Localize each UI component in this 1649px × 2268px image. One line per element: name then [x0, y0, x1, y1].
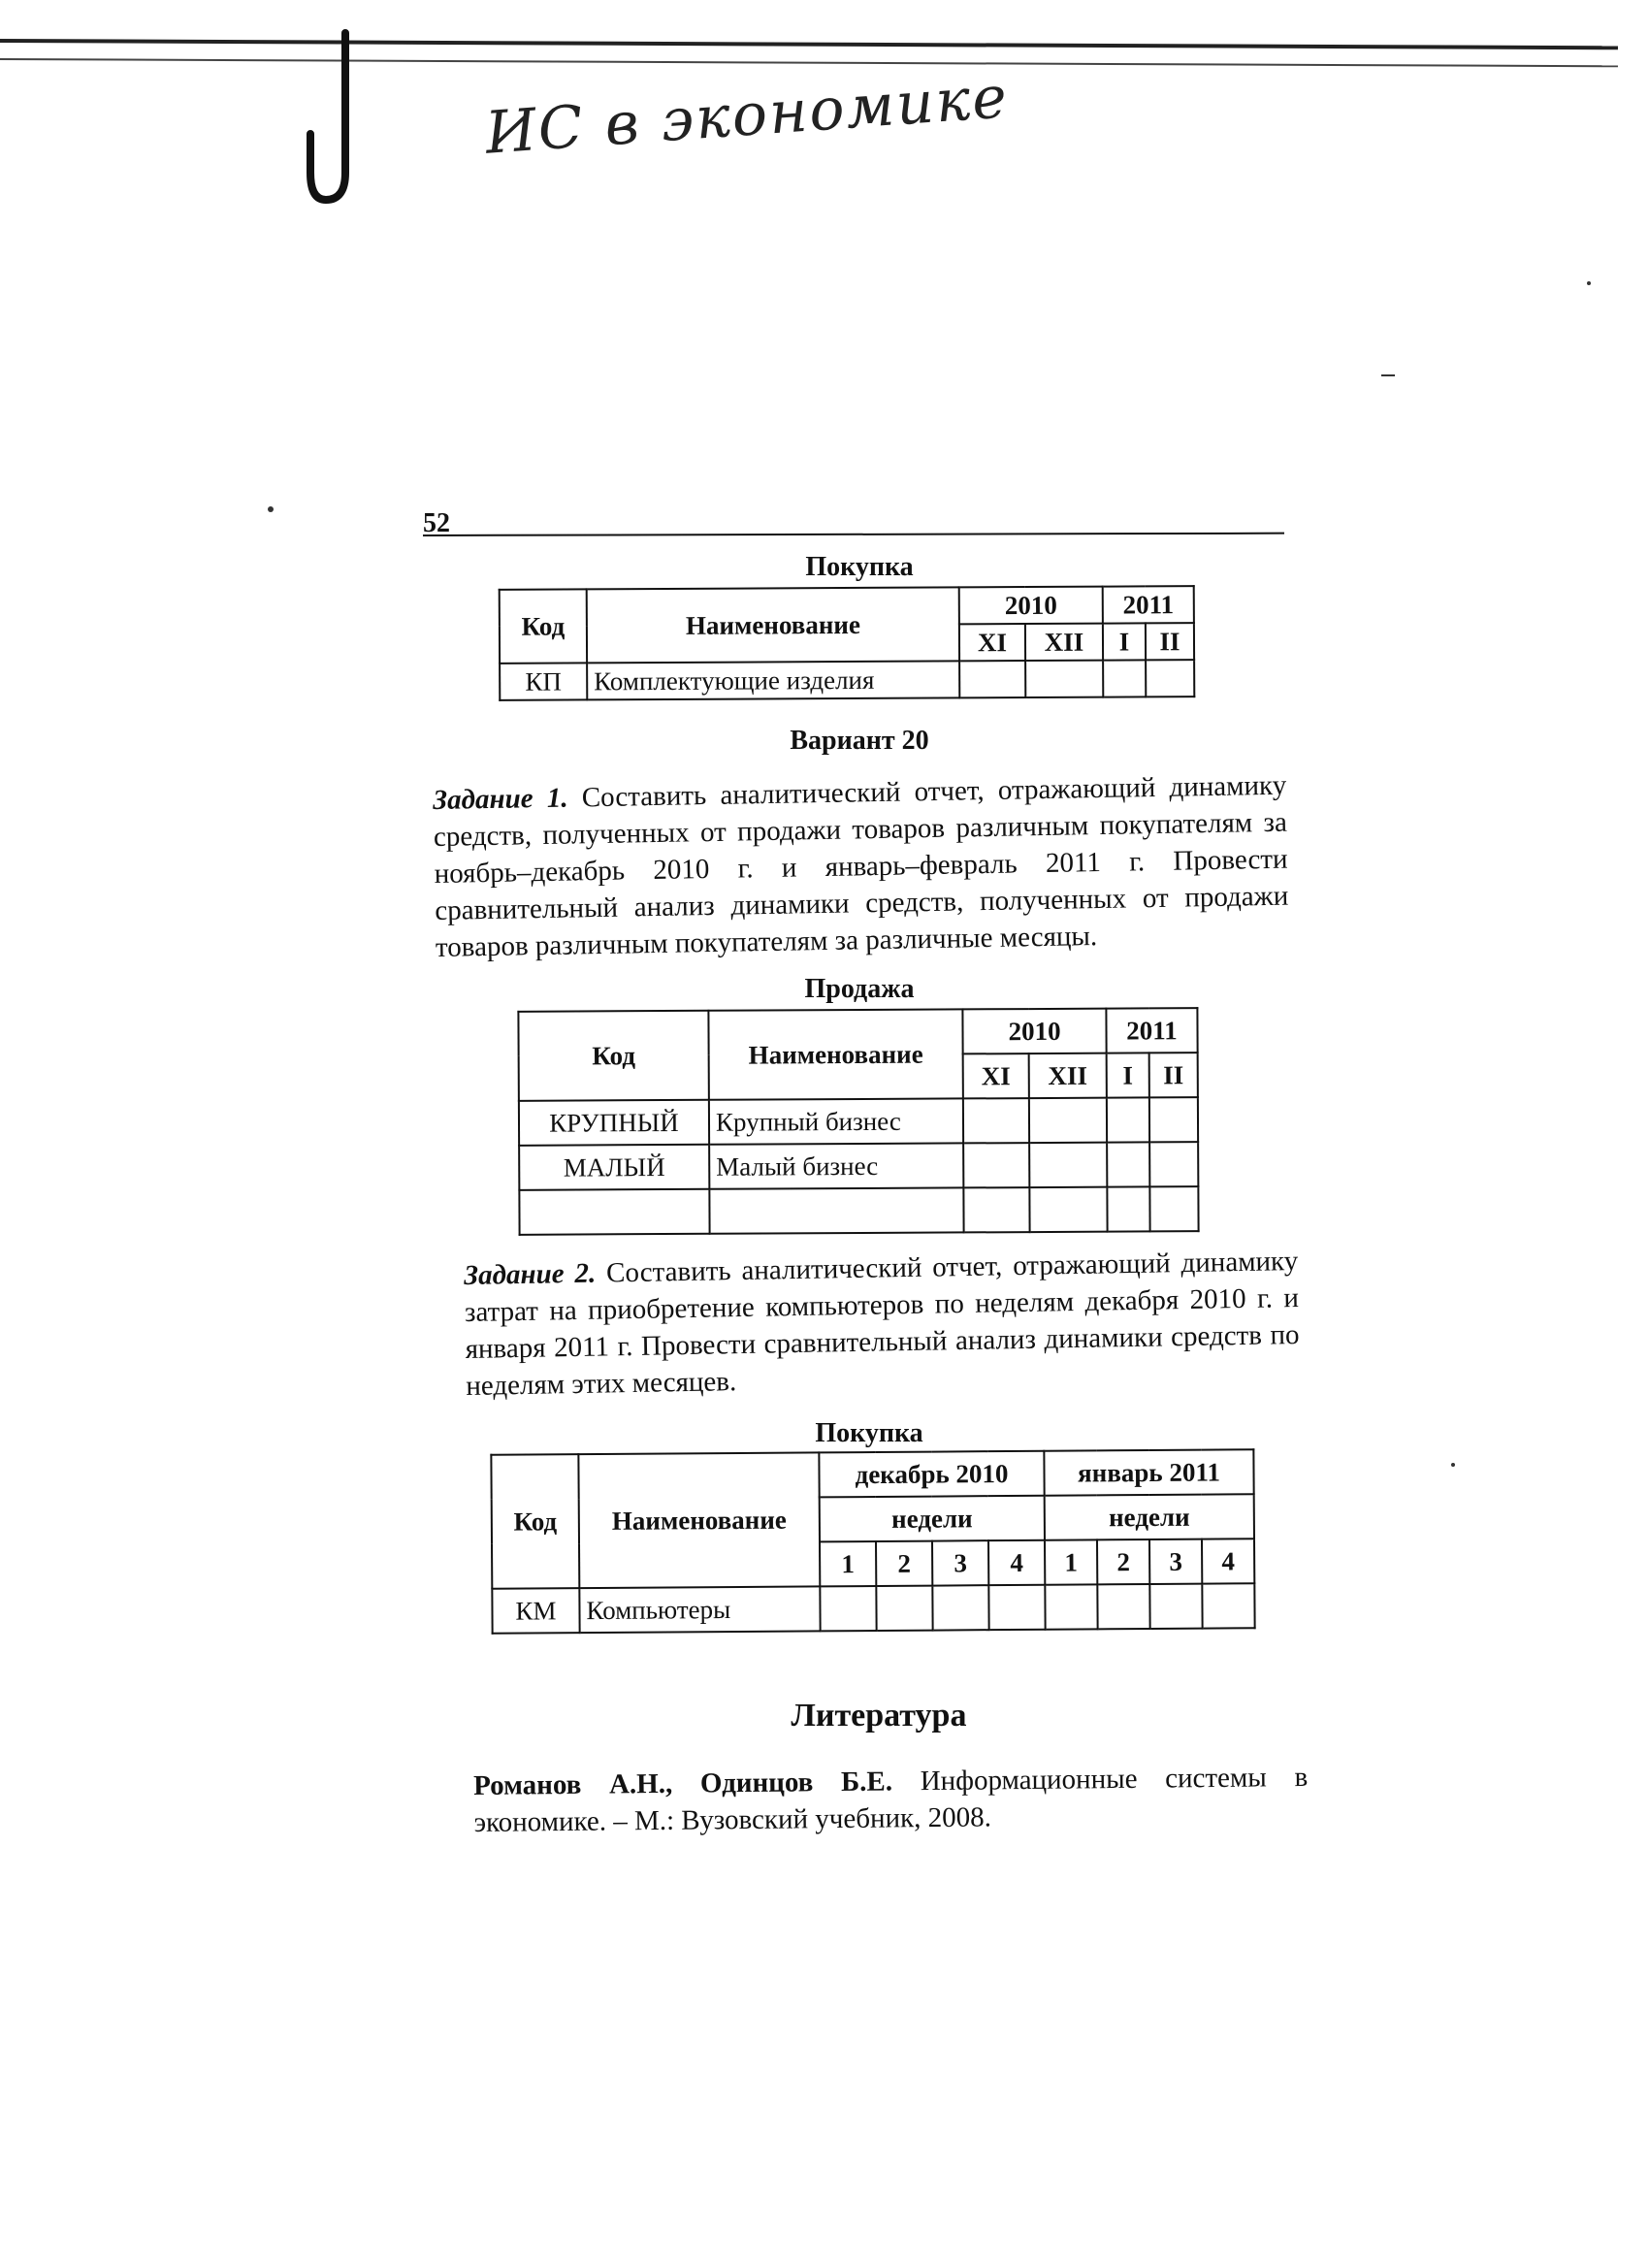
table3-caption: Покупка: [815, 1418, 923, 1448]
table-row: [519, 1142, 1198, 1190]
value-cell: [988, 1585, 1045, 1630]
year-header: 2011: [1103, 586, 1194, 623]
week-header: 1: [1045, 1539, 1097, 1584]
week-header: 4: [988, 1540, 1045, 1585]
month-header: I: [1103, 623, 1146, 660]
scan-speck: [1451, 1463, 1455, 1467]
week-header: 2: [1097, 1539, 1149, 1584]
table-row: [519, 1186, 1198, 1235]
col-code-header: Код: [500, 589, 587, 663]
value-cell: [932, 1585, 988, 1630]
row-code: КП: [500, 663, 587, 699]
value-cell: [1107, 1142, 1149, 1186]
computer-purchase-table: [490, 1448, 1255, 1634]
table1-caption: Покупка: [805, 552, 914, 582]
month-header: XI: [959, 624, 1025, 661]
task1-lead: Задание 1.: [433, 782, 568, 816]
task2-lead: Задание 2.: [464, 1257, 597, 1291]
value-cell: [1029, 1187, 1107, 1232]
scan-speck: [1381, 374, 1395, 376]
task1-text: Составить аналитический отчет, отражающий динамику средств, полученных от продажи товаров различным покупателям за ноябрь–декабрь 2010 г. и январь–февраль 2011 г. Провести сравнительный анализ динамики средств, полученных от продажи товаров различным покупателям за различные месяцы.: [433, 769, 1289, 963]
purchase-table: [499, 585, 1196, 701]
year-header: 2010: [959, 587, 1103, 625]
table-row: [492, 1583, 1254, 1633]
year-header: 2010: [962, 1009, 1106, 1054]
col-name-header: Наименование: [578, 1452, 820, 1588]
month-header: декабрь 2010: [819, 1451, 1044, 1498]
week-header: 4: [1202, 1539, 1254, 1583]
value-cell: [1149, 1097, 1198, 1142]
row-name: Комплектующие изделия: [587, 661, 959, 699]
value-cell: [1029, 1143, 1107, 1187]
week-header: 3: [932, 1540, 988, 1585]
year-header: 2011: [1106, 1008, 1197, 1053]
week-header: 3: [1149, 1539, 1202, 1584]
scan-speck: [268, 506, 274, 512]
month-header: I: [1107, 1053, 1149, 1097]
value-cell: [963, 1143, 1029, 1187]
value-cell: [1149, 1186, 1198, 1231]
reference-text: Информационные системы в экономике. – М.: Вузовский учебник, 2008.: [473, 1761, 1309, 1838]
week-header: 2: [876, 1541, 932, 1586]
week-header: 1: [820, 1541, 876, 1586]
col-code-header: Код: [518, 1011, 708, 1101]
sales-table: [517, 1007, 1199, 1236]
value-cell: [820, 1586, 876, 1631]
handwritten-note: ИС в экономике: [483, 63, 1012, 168]
row-code: [519, 1189, 709, 1235]
row-name: Компьютеры: [579, 1586, 820, 1633]
reference-authors: Романов А.Н., Одинцов Б.Е.: [473, 1766, 893, 1801]
value-cell: [963, 1187, 1029, 1232]
value-cell: [1149, 1584, 1202, 1629]
value-cell: [1097, 1584, 1149, 1629]
col-name-header: Наименование: [708, 1009, 962, 1099]
scan-speck: [1587, 281, 1591, 285]
weeks-header: недели: [820, 1496, 1045, 1542]
page-number: 52: [423, 508, 450, 538]
header-rule: [423, 533, 1284, 536]
value-cell: [1107, 1097, 1149, 1142]
value-cell: [959, 661, 1025, 697]
table-row: [500, 660, 1194, 700]
weeks-header: недели: [1045, 1494, 1254, 1540]
row-name: Крупный бизнес: [709, 1098, 963, 1144]
month-header: XII: [1025, 624, 1103, 661]
literature-heading: Литература: [791, 1698, 967, 1733]
row-code: МАЛЫЙ: [519, 1145, 709, 1190]
value-cell: [1103, 660, 1146, 697]
variant-title: Вариант 20: [790, 726, 929, 756]
col-name-header: Наименование: [587, 587, 959, 663]
scan-edge-line: [0, 39, 1618, 49]
value-cell: [1146, 660, 1194, 697]
value-cell: [1107, 1186, 1149, 1231]
value-cell: [876, 1586, 932, 1631]
row-code: КРУПНЫЙ: [519, 1100, 709, 1146]
value-cell: [1025, 661, 1103, 697]
row-name: [709, 1187, 963, 1233]
reference-entry: [473, 1759, 1309, 1841]
value-cell: [1045, 1584, 1097, 1629]
task1-paragraph: [433, 767, 1289, 966]
value-cell: [1029, 1098, 1107, 1143]
row-code: КМ: [492, 1588, 579, 1634]
month-header: II: [1146, 623, 1194, 660]
paperclip-icon: [307, 27, 361, 208]
month-header: январь 2011: [1044, 1449, 1253, 1496]
value-cell: [963, 1098, 1029, 1143]
value-cell: [1149, 1142, 1198, 1186]
month-header: XII: [1029, 1053, 1107, 1098]
scan-edge-line: [0, 58, 1618, 67]
task2-paragraph: [464, 1243, 1301, 1405]
col-code-header: Код: [491, 1454, 579, 1589]
row-name: Малый бизнес: [709, 1143, 963, 1188]
month-header: II: [1149, 1053, 1198, 1097]
task2-text: Составить аналитический отчет, отражающий динамику затрат на приобретение компьютеров по неделям декабря 2010 г. и января 2011 г. Провести сравнительный анализ динамики средств по неделям этих месяцев.: [464, 1245, 1300, 1402]
value-cell: [1202, 1583, 1254, 1628]
table-row: [519, 1097, 1198, 1146]
month-header: XI: [963, 1053, 1029, 1098]
table2-caption: Продажа: [804, 974, 915, 1004]
